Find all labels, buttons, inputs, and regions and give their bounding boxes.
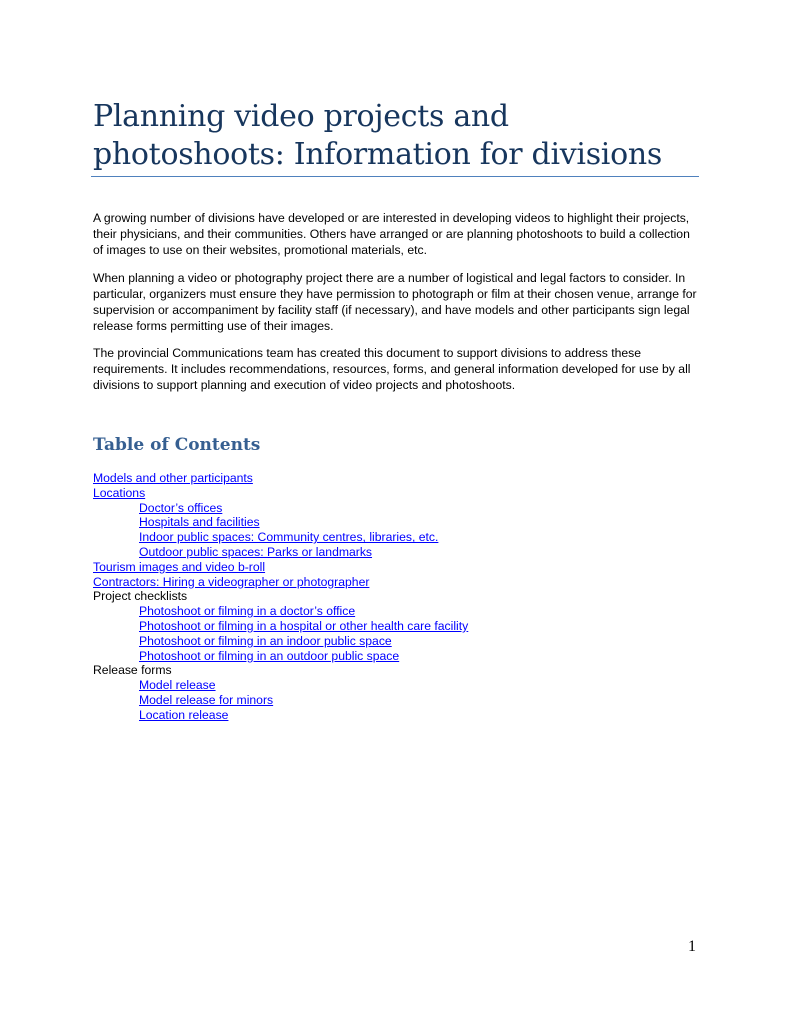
toc-section-label: Release forms	[93, 663, 172, 678]
toc-link[interactable]: Models and other participants	[93, 471, 253, 485]
toc-item[interactable]	[93, 530, 703, 545]
intro-paragraph-1: A growing number of divisions have developed or are interested in developing videos to highlight their projects, their physicians, and their communities. Others have arranged or are planning photoshoots to build a collection of images to use on their websites, promotional materials, etc.	[93, 211, 690, 257]
page-number: 1	[688, 938, 696, 955]
toc-link[interactable]: Model release for minors	[139, 692, 274, 707]
toc-link[interactable]: Photoshoot or filming in an outdoor public space	[139, 648, 400, 663]
title-underline-rule	[91, 176, 699, 177]
toc-link[interactable]: Tourism images and video b-roll	[93, 559, 266, 574]
toc-item[interactable]	[93, 501, 703, 516]
toc-section-label: Project checklists	[93, 589, 188, 604]
toc-link[interactable]: Model release	[139, 678, 216, 693]
toc-item[interactable]	[93, 575, 703, 590]
toc-item[interactable]	[93, 649, 703, 664]
toc-link[interactable]: Doctor’s offices	[139, 500, 223, 515]
toc-link[interactable]: Photoshoot or filming in an indoor public space	[139, 633, 392, 648]
toc-link[interactable]: Hospitals and facilities	[139, 515, 260, 530]
intro-paragraph-2: When planning a video or photography project there are a number of logistical and legal factors to consider. In particular, organizers must ensure they have permission to photograph or film at their chosen venue, arrange for supervision or accompaniment by facility staff (if necessary), and have models and other participants sign legal release forms permitting use of their images.	[93, 271, 697, 333]
document-title: Planning video projects and photoshoots: Information for divisions	[93, 99, 662, 172]
toc-link[interactable]: Indoor public spaces: Community centres, libraries, etc.	[139, 530, 439, 545]
toc-item[interactable]	[93, 693, 703, 708]
toc-heading: Table of Contents	[93, 435, 261, 455]
toc-link[interactable]: Locations	[93, 485, 146, 500]
toc-item[interactable]	[93, 486, 703, 501]
toc-item[interactable]	[93, 634, 703, 649]
toc-link[interactable]: Photoshoot or filming in a hospital or other health care facility	[139, 618, 469, 633]
toc-item[interactable]	[93, 619, 703, 634]
toc-link[interactable]: Contractors: Hiring a videographer or photographer	[93, 574, 370, 589]
toc-link[interactable]: Photoshoot or filming in a doctor’s office	[139, 604, 356, 619]
toc-item[interactable]	[93, 604, 703, 619]
table-of-contents	[93, 471, 703, 723]
toc-item[interactable]	[93, 515, 703, 530]
toc-item[interactable]	[93, 678, 703, 693]
toc-item	[93, 663, 703, 678]
toc-link[interactable]: Location release	[139, 707, 229, 722]
toc-item[interactable]	[93, 471, 703, 486]
toc-item[interactable]	[93, 560, 703, 575]
intro-paragraph-3: The provincial Communications team has created this document to support divisions to address these requirements. It includes recommendations, resources, forms, and general information developed for use by all divisions to support planning and execution of video projects and photoshoots.	[93, 346, 691, 392]
toc-item[interactable]	[93, 708, 703, 723]
toc-link[interactable]: Outdoor public spaces: Parks or landmarks	[139, 544, 373, 559]
toc-item[interactable]	[93, 545, 703, 560]
toc-item	[93, 589, 703, 604]
